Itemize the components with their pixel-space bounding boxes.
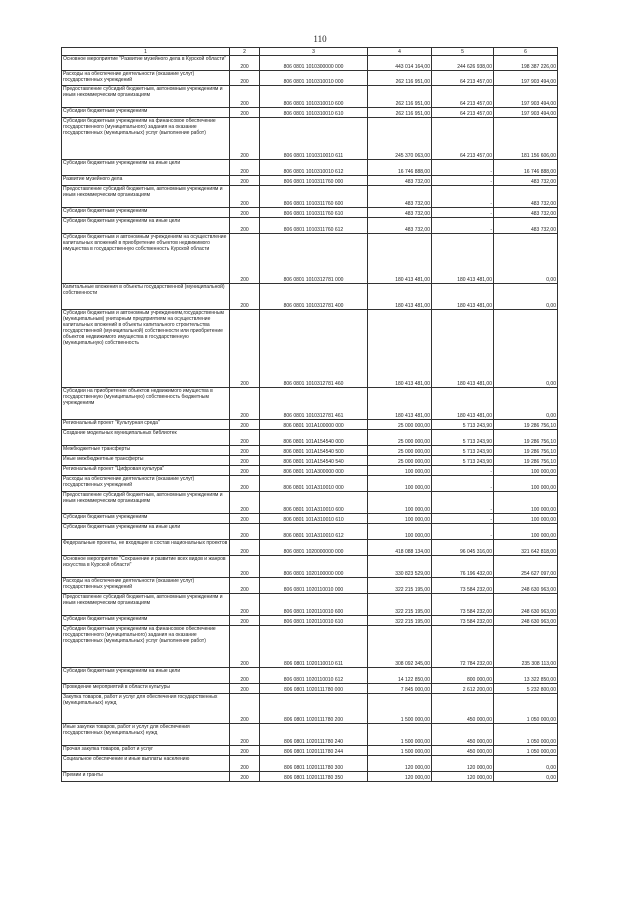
row-code-cell: 200: [230, 388, 260, 420]
row-code-cell: 200: [230, 108, 260, 118]
row-kbk-cell: 806 0801 1020111780 240: [260, 724, 368, 746]
row-value-region-cell: 483 732,00: [494, 218, 558, 234]
row-value-fed-cell: 180 413 481,00: [432, 310, 494, 388]
row-value-total-cell: 180 413 481,00: [368, 310, 432, 388]
row-name-cell: Предоставление субсидий бюджетным, автономным учреждениям и иным некоммерческим организациям: [62, 186, 230, 208]
row-value-region-cell: 198 387 226,00: [494, 56, 558, 71]
row-code-cell: 200: [230, 492, 260, 514]
table-row: [62, 492, 558, 514]
table-row: [62, 772, 558, 782]
row-name-cell: Основное мероприятие "Сохранение и развитие всех видов и жанров искусства в Курской области": [62, 556, 230, 578]
row-code-cell: 200: [230, 540, 260, 556]
row-value-region-cell: 248 630 963,00: [494, 594, 558, 616]
row-kbk-cell: 806 0801 1020111780 300: [260, 756, 368, 772]
row-code-cell: 200: [230, 420, 260, 430]
row-name-cell: Субсидии бюджетным учреждениям на иные цели: [62, 668, 230, 684]
row-value-total-cell: 262 116 951,00: [368, 71, 432, 86]
row-value-fed-cell: 73 584 232,00: [432, 578, 494, 594]
row-kbk-cell: 806 0801 1010312781 000: [260, 234, 368, 284]
row-value-fed-cell: 450 000,00: [432, 694, 494, 724]
row-value-fed-cell: 180 413 481,00: [432, 284, 494, 310]
row-code-cell: 200: [230, 772, 260, 782]
row-value-total-cell: 100 000,00: [368, 476, 432, 492]
table-row: [62, 756, 558, 772]
table-row: [62, 626, 558, 668]
table-row: [62, 108, 558, 118]
table-row: [62, 176, 558, 186]
row-name-cell: Межбюджетные трансферты: [62, 446, 230, 456]
page-number: 110: [313, 34, 327, 44]
row-value-fed-cell: -: [432, 186, 494, 208]
header-cell: 1: [62, 48, 230, 56]
row-value-region-cell: 254 627 097,00: [494, 556, 558, 578]
row-value-total-cell: 262 116 951,00: [368, 86, 432, 108]
row-value-region-cell: 197 903 494,00: [494, 108, 558, 118]
row-value-fed-cell: 450 000,00: [432, 724, 494, 746]
row-value-fed-cell: 73 584 232,00: [432, 594, 494, 616]
row-value-fed-cell: 5 713 243,90: [432, 446, 494, 456]
row-kbk-cell: 806 0801 1020100000 000: [260, 556, 368, 578]
row-name-cell: Региональный проект "Цифровая культура": [62, 466, 230, 476]
row-kbk-cell: 806 0801 101А100000 000: [260, 420, 368, 430]
header-cell: 6: [494, 48, 558, 56]
row-code-cell: 200: [230, 430, 260, 446]
table-row: [62, 208, 558, 218]
row-kbk-cell: 806 0801 1020111780 200: [260, 694, 368, 724]
row-kbk-cell: 806 0801 101А154540 500: [260, 446, 368, 456]
row-code-cell: 200: [230, 310, 260, 388]
row-value-fed-cell: 244 626 938,00: [432, 56, 494, 71]
row-value-total-cell: 25 000 000,00: [368, 446, 432, 456]
table-row: [62, 160, 558, 176]
row-value-fed-cell: 76 196 432,00: [432, 556, 494, 578]
row-value-total-cell: 180 413 481,00: [368, 388, 432, 420]
row-value-total-cell: 1 500 000,00: [368, 746, 432, 756]
row-code-cell: 200: [230, 476, 260, 492]
row-value-total-cell: 330 823 529,00: [368, 556, 432, 578]
row-kbk-cell: 806 0801 1010310010 610: [260, 108, 368, 118]
row-value-fed-cell: -: [432, 476, 494, 492]
table-row: [62, 218, 558, 234]
row-code-cell: 200: [230, 756, 260, 772]
row-code-cell: 200: [230, 446, 260, 456]
row-value-fed-cell: 5 713 243,90: [432, 456, 494, 466]
table-row: [62, 556, 558, 578]
row-value-total-cell: 1 500 000,00: [368, 694, 432, 724]
table-row: [62, 466, 558, 476]
row-kbk-cell: 806 0801 1010311760 600: [260, 186, 368, 208]
row-value-region-cell: 0,00: [494, 756, 558, 772]
row-name-cell: Субсидии бюджетным учреждениям: [62, 514, 230, 524]
row-kbk-cell: 806 0801 1010312781 461: [260, 388, 368, 420]
header-cell: 5: [432, 48, 494, 56]
row-code-cell: 200: [230, 514, 260, 524]
table-row: [62, 456, 558, 466]
row-code-cell: 200: [230, 118, 260, 160]
row-value-total-cell: 483 732,00: [368, 176, 432, 186]
row-value-total-cell: 100 000,00: [368, 514, 432, 524]
row-value-fed-cell: 64 213 457,00: [432, 118, 494, 160]
row-value-total-cell: 180 413 481,00: [368, 284, 432, 310]
row-value-total-cell: 443 014 164,00: [368, 56, 432, 71]
table-row: [62, 388, 558, 420]
row-kbk-cell: 806 0801 1020111780 244: [260, 746, 368, 756]
row-value-total-cell: 7 845 000,00: [368, 684, 432, 694]
row-code-cell: 200: [230, 626, 260, 668]
row-value-region-cell: 13 322 850,00: [494, 668, 558, 684]
table-row: [62, 186, 558, 208]
row-code-cell: 200: [230, 86, 260, 108]
row-value-region-cell: 321 642 818,00: [494, 540, 558, 556]
row-value-region-cell: 235 308 113,00: [494, 626, 558, 668]
row-value-total-cell: 100 000,00: [368, 524, 432, 540]
table-row: [62, 430, 558, 446]
row-value-region-cell: 19 286 756,10: [494, 456, 558, 466]
row-value-region-cell: 19 286 756,10: [494, 446, 558, 456]
row-code-cell: 200: [230, 234, 260, 284]
row-value-total-cell: 180 413 481,00: [368, 234, 432, 284]
row-code-cell: 200: [230, 724, 260, 746]
row-code-cell: 200: [230, 694, 260, 724]
row-value-region-cell: 19 286 756,10: [494, 430, 558, 446]
row-kbk-cell: 806 0801 1020110010 611: [260, 626, 368, 668]
table-row: [62, 86, 558, 108]
row-code-cell: 200: [230, 160, 260, 176]
row-name-cell: Основное мероприятие "Развитие музейного дела в Курской области": [62, 56, 230, 71]
row-value-total-cell: 25 000 000,00: [368, 430, 432, 446]
row-code-cell: 200: [230, 668, 260, 684]
row-code-cell: 200: [230, 71, 260, 86]
row-name-cell: Региональный проект "Культурная среда": [62, 420, 230, 430]
row-kbk-cell: 806 0801 1010311760 610: [260, 208, 368, 218]
row-name-cell: Капитальные вложения в объекты государственной (муниципальной) собственности: [62, 284, 230, 310]
table-row: [62, 578, 558, 594]
row-name-cell: Расходы на обеспечение деятельности (оказание услуг) государственных учреждений: [62, 71, 230, 86]
row-name-cell: Субсидии на приобретение объектов недвижимого имущества в государственную (муниципальную) собственность бюджетным учреждениям: [62, 388, 230, 420]
row-value-region-cell: 0,00: [494, 772, 558, 782]
row-kbk-cell: 806 0801 101А310010 610: [260, 514, 368, 524]
row-name-cell: Субсидии бюджетным учреждениям на иные цели: [62, 160, 230, 176]
row-kbk-cell: 806 0801 101А154540 000: [260, 430, 368, 446]
row-kbk-cell: 806 0801 1010312781 400: [260, 284, 368, 310]
row-name-cell: Премии и гранты: [62, 772, 230, 782]
row-value-fed-cell: 2 612 200,00: [432, 684, 494, 694]
row-value-region-cell: 1 050 000,00: [494, 746, 558, 756]
row-kbk-cell: 806 0801 1020110010 610: [260, 616, 368, 626]
row-kbk-cell: 806 0801 1020111780 350: [260, 772, 368, 782]
header-row: [62, 48, 558, 56]
row-value-total-cell: 483 732,00: [368, 186, 432, 208]
row-name-cell: Предоставление субсидий бюджетным, автономным учреждениям и иным некоммерческим организациям: [62, 86, 230, 108]
row-value-fed-cell: 64 213 457,00: [432, 86, 494, 108]
budget-table: [61, 47, 558, 782]
row-code-cell: 200: [230, 594, 260, 616]
row-value-total-cell: 100 000,00: [368, 492, 432, 514]
row-code-cell: 200: [230, 684, 260, 694]
row-value-fed-cell: -: [432, 514, 494, 524]
table-row: [62, 284, 558, 310]
row-kbk-cell: 806 0801 1010312781 460: [260, 310, 368, 388]
table-row: [62, 684, 558, 694]
row-value-region-cell: 0,00: [494, 310, 558, 388]
row-name-cell: Субсидии бюджетным и автономным учреждениям,государственным (муниципальным) унитарным предприятиям на осуществление капитальных вложений в объекты капитального строительства государственной (муниципальной) собственности или приобретение объектов недвижимого имущества в государственную (муниципальную) собственность: [62, 310, 230, 388]
row-value-region-cell: 483 732,00: [494, 176, 558, 186]
row-code-cell: 200: [230, 616, 260, 626]
row-code-cell: 200: [230, 466, 260, 476]
row-value-fed-cell: -: [432, 524, 494, 540]
table-row: [62, 694, 558, 724]
table-row: [62, 668, 558, 684]
row-value-region-cell: 483 732,00: [494, 186, 558, 208]
row-kbk-cell: 806 0801 1010300000 000: [260, 56, 368, 71]
row-value-fed-cell: -: [432, 208, 494, 218]
row-kbk-cell: 806 0801 1020110010 000: [260, 578, 368, 594]
row-name-cell: Расходы на обеспечение деятельности (оказание услуг) государственных учреждений: [62, 476, 230, 492]
row-value-region-cell: 100 000,00: [494, 466, 558, 476]
row-name-cell: Федеральные проекты, не входящие в состав национальных проектов: [62, 540, 230, 556]
row-kbk-cell: 806 0801 1010311760 612: [260, 218, 368, 234]
row-value-region-cell: 5 232 800,00: [494, 684, 558, 694]
row-kbk-cell: 806 0801 1020111780 000: [260, 684, 368, 694]
row-value-fed-cell: -: [432, 466, 494, 476]
row-code-cell: 200: [230, 578, 260, 594]
row-kbk-cell: 806 0801 1010310010 600: [260, 86, 368, 108]
row-value-total-cell: 14 122 850,00: [368, 668, 432, 684]
row-name-cell: Социальное обеспечение и иные выплаты населению: [62, 756, 230, 772]
row-value-total-cell: 120 000,00: [368, 772, 432, 782]
row-value-total-cell: 483 732,00: [368, 218, 432, 234]
table-row: [62, 594, 558, 616]
row-kbk-cell: 806 0801 1010311760 000: [260, 176, 368, 186]
row-kbk-cell: 806 0801 101А154540 540: [260, 456, 368, 466]
table-row: [62, 524, 558, 540]
row-name-cell: Расходы на обеспечение деятельности (оказание услуг) государственных учреждений: [62, 578, 230, 594]
row-kbk-cell: 806 0801 101А310010 000: [260, 476, 368, 492]
row-value-total-cell: 322 215 195,00: [368, 578, 432, 594]
row-code-cell: 200: [230, 56, 260, 71]
row-value-total-cell: 16 746 888,00: [368, 160, 432, 176]
table-row: [62, 476, 558, 492]
row-value-total-cell: 100 000,00: [368, 466, 432, 476]
header-cell: 2: [230, 48, 260, 56]
row-code-cell: 200: [230, 208, 260, 218]
row-value-fed-cell: 180 413 481,00: [432, 388, 494, 420]
row-value-region-cell: 248 630 963,00: [494, 616, 558, 626]
row-value-region-cell: 100 000,00: [494, 492, 558, 514]
row-value-region-cell: 1 050 000,00: [494, 724, 558, 746]
row-value-region-cell: 181 156 606,00: [494, 118, 558, 160]
row-kbk-cell: 806 0801 1010310010 611: [260, 118, 368, 160]
row-name-cell: Субсидии бюджетным учреждениям: [62, 108, 230, 118]
row-value-fed-cell: 180 413 481,00: [432, 234, 494, 284]
row-code-cell: 200: [230, 186, 260, 208]
row-name-cell: Субсидии бюджетным учреждениям на иные цели: [62, 218, 230, 234]
row-value-fed-cell: 64 213 457,00: [432, 108, 494, 118]
row-name-cell: Субсидии бюджетным учреждениям на финансовое обеспечение государственного (муниципального) задания на оказание государственных (муниципальных) услуг (выполнение работ): [62, 118, 230, 160]
row-name-cell: Субсидии бюджетным учреждениям: [62, 616, 230, 626]
table-row: [62, 514, 558, 524]
table-row: [62, 746, 558, 756]
row-value-total-cell: 262 116 951,00: [368, 108, 432, 118]
row-value-total-cell: 322 215 195,00: [368, 616, 432, 626]
row-value-fed-cell: 120 000,00: [432, 772, 494, 782]
row-kbk-cell: 806 0801 101А310010 600: [260, 492, 368, 514]
row-value-region-cell: 483 732,00: [494, 208, 558, 218]
row-value-fed-cell: 73 584 232,00: [432, 616, 494, 626]
row-kbk-cell: 806 0801 101А300000 000: [260, 466, 368, 476]
header-cell: 4: [368, 48, 432, 56]
row-kbk-cell: 806 0801 101А310010 612: [260, 524, 368, 540]
table-row: [62, 616, 558, 626]
row-name-cell: Закупка товаров, работ и услуг для обеспечения государственных (муниципальных) нужд: [62, 694, 230, 724]
row-value-region-cell: 19 286 756,10: [494, 420, 558, 430]
row-value-region-cell: 100 000,00: [494, 476, 558, 492]
row-code-cell: 200: [230, 556, 260, 578]
row-kbk-cell: 806 0801 1020110010 600: [260, 594, 368, 616]
row-value-region-cell: 100 000,00: [494, 524, 558, 540]
row-value-total-cell: 25 000 000,00: [368, 456, 432, 466]
row-value-total-cell: 418 088 134,00: [368, 540, 432, 556]
row-name-cell: Субсидии бюджетным учреждениям на иные цели: [62, 524, 230, 540]
row-name-cell: Проведение мероприятий в области культуры: [62, 684, 230, 694]
row-value-region-cell: 248 630 963,00: [494, 578, 558, 594]
row-value-fed-cell: 120 000,00: [432, 756, 494, 772]
row-value-total-cell: 245 370 063,00: [368, 118, 432, 160]
table-row: [62, 724, 558, 746]
row-name-cell: Развитие музейного дела: [62, 176, 230, 186]
row-kbk-cell: 806 0801 1010310010 612: [260, 160, 368, 176]
row-name-cell: Иные межбюджетные трансферты: [62, 456, 230, 466]
row-value-total-cell: 1 500 000,00: [368, 724, 432, 746]
row-value-region-cell: 197 903 494,00: [494, 86, 558, 108]
row-value-region-cell: 0,00: [494, 284, 558, 310]
row-value-fed-cell: 5 713 243,90: [432, 430, 494, 446]
row-value-fed-cell: 5 713 243,90: [432, 420, 494, 430]
table-row: [62, 420, 558, 430]
row-code-cell: 200: [230, 176, 260, 186]
row-value-region-cell: 16 746 888,00: [494, 160, 558, 176]
row-value-total-cell: 25 000 000,00: [368, 420, 432, 430]
row-name-cell: Субсидии бюджетным учреждениям: [62, 208, 230, 218]
row-value-region-cell: 0,00: [494, 234, 558, 284]
row-value-total-cell: 483 732,00: [368, 208, 432, 218]
row-value-region-cell: 100 000,00: [494, 514, 558, 524]
row-value-total-cell: 308 092 345,00: [368, 626, 432, 668]
row-value-fed-cell: 450 000,00: [432, 746, 494, 756]
table-row: [62, 446, 558, 456]
row-kbk-cell: 806 0801 1010310010 000: [260, 71, 368, 86]
table-row: [62, 56, 558, 71]
row-name-cell: Иные закупки товаров, работ и услуг для обеспечения государственных (муниципальных) нужд: [62, 724, 230, 746]
row-name-cell: Субсидии бюджетным учреждениям на финансовое обеспечение государственного (муниципального) задания на оказание государственных (муниципальных) услуг (выполнение работ): [62, 626, 230, 668]
row-name-cell: Прочая закупка товаров, работ и услуг: [62, 746, 230, 756]
row-name-cell: Субсидии бюджетным и автономным учреждениям на осуществление капитальных вложений в приобретение объектов недвижимого имущества в государственную собственность Курской области: [62, 234, 230, 284]
table-row: [62, 234, 558, 284]
row-code-cell: 200: [230, 218, 260, 234]
row-value-fed-cell: -: [432, 492, 494, 514]
row-code-cell: 200: [230, 284, 260, 310]
row-value-fed-cell: 64 213 457,00: [432, 71, 494, 86]
table-row: [62, 310, 558, 388]
row-value-fed-cell: -: [432, 176, 494, 186]
row-kbk-cell: 806 0801 1020110010 612: [260, 668, 368, 684]
row-value-region-cell: 1 050 000,00: [494, 694, 558, 724]
row-kbk-cell: 806 0801 1020000000 000: [260, 540, 368, 556]
row-name-cell: Предоставление субсидий бюджетным, автономным учреждениям и иным некоммерческим организациям: [62, 594, 230, 616]
row-code-cell: 200: [230, 524, 260, 540]
table-row: [62, 540, 558, 556]
row-code-cell: 200: [230, 746, 260, 756]
row-code-cell: 200: [230, 456, 260, 466]
row-value-total-cell: 322 215 195,00: [368, 594, 432, 616]
row-value-total-cell: 120 000,00: [368, 756, 432, 772]
row-name-cell: Предоставление субсидий бюджетным, автономным учреждениям и иным некоммерческим организациям: [62, 492, 230, 514]
header-cell: 3: [260, 48, 368, 56]
row-value-region-cell: 0,00: [494, 388, 558, 420]
table-row: [62, 118, 558, 160]
table-row: [62, 71, 558, 86]
row-value-fed-cell: -: [432, 160, 494, 176]
row-value-fed-cell: -: [432, 218, 494, 234]
row-name-cell: Создание модельных муниципальных библиотек: [62, 430, 230, 446]
row-value-region-cell: 197 903 494,00: [494, 71, 558, 86]
row-value-fed-cell: 96 045 316,00: [432, 540, 494, 556]
row-value-fed-cell: 800 000,00: [432, 668, 494, 684]
row-value-fed-cell: 72 784 232,00: [432, 626, 494, 668]
